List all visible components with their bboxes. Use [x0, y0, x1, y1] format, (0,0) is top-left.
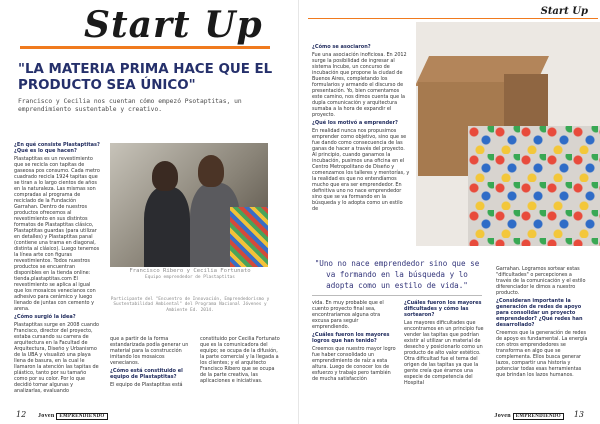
answer: En realidad nunca nos propusimos emprender como objetivo, sino que se fue dando como consecuencia de las ganas de hacer a través del proyecto. Al principio, cuando ganamos la incubación, pusimos una oficina en el Centro Metropolitano de Diseño y comenzamos los talleres y mentorías, y la realidad es que no entendíamos mucho que era ser emprendedor. En definitiva uno no nace emprendedor sino que se va formando en la búsqueda y lo adopta como un estilo de	[312, 128, 410, 212]
left-page	[0, 0, 299, 424]
right-column-1	[312, 44, 410, 214]
answer: vida. En muy probable que el cuento proyecto final sea, encontraríamos alguna otra excusa para seguir emprendiendo.	[312, 300, 384, 330]
question: ¿Consideran importante la generación de redes de apoyo para consolidar un proyecto emprendedor? ¿Qué redes han desarrollado?	[496, 298, 583, 328]
magazine-logo	[38, 413, 108, 420]
answer: Creemos que la generación de redes de apoyo es fundamental. La energía con otros emprendedores se transforma en algo que se complementa. Ellos busca generar lazos, compartir una historia y potenciar todas esas herramientas que brindan los lazos humanos.	[496, 330, 588, 378]
question: ¿Cómo surgió la idea?	[14, 314, 76, 320]
bottle-caps	[468, 126, 600, 246]
tile-sample	[230, 207, 268, 267]
question: ¿Cómo se asociaron?	[312, 44, 371, 50]
caption-names: Francisco Ribero y Cecilia Fortunato	[129, 268, 251, 274]
article-title: "LA MATERIA PRIMA HACE QUE EL PRODUCTO SEA ÚNICO"	[18, 62, 273, 93]
answer: Las mayores dificultades que encontramos en un principio fue vender las tapitas que podrían existir al utilizar un material de desecho y posicionarlo como un producto de alto valor estético. Otra dificultad fue el tema del origen de las tapitas ya que la gente creía que éramos una especie de competencia del Hospital	[404, 320, 484, 386]
question: ¿Cuáles fueron los mayores logros que han tenido?	[312, 332, 390, 344]
magazine-logo	[494, 413, 564, 420]
caption-role: Equipo emprendedor de Plastaptitas	[145, 275, 235, 280]
pull-quote: "Uno no nace emprendedor sino que se va formando en la búsqueda y lo adopta como un estilo de vida."	[314, 259, 480, 290]
answer: Plastaptitas es un revestimiento que se recicla con tapitas de gaseosa pos consumo. Cada metro cuadrado recicla 1924 tapitas que se tiran a lo largo cientos de años en la naturaleza. Las mismas son compradas al programa de reciclado de la Fundación Garrahan. Dentro de nuestros productos ofrecemos al revestimiento en sus distintos formatos de Plastaptitas clásico, Plastaptitas guardas (para utilizar en detalles) y Plastaptitas panal (contiene una trama en diagonal, distinta al clásico). Luego tenemos la línea arte con figuras revestimientos. Todos nuestros productos se encuentran disponibles en la tienda online: tienda.plastaptitas.com El revestimiento se aplica al igual que los mosaicos venecianos con adhesivo para cerámico y luego llenado de juntas con cemento y arena.	[14, 156, 100, 312]
caption-project: Participante del "Encuentro de Innovación, Emprendedorismo y Sustentabilidad Ambiental" del Programa Nacional Jóvenes y Ambiente Ed. 2014.	[110, 297, 270, 313]
right-page	[300, 0, 600, 424]
left-column-3	[200, 336, 282, 386]
answer: Creemos que nuestro mayor logro fue haber consolidado un emprendimiento de raíz a esta altura. Luego de conocer los de esfuerzo y trabajo pero también de mucha satisfacción	[312, 346, 396, 382]
left-column-1	[14, 142, 100, 396]
section-title: Start Up	[84, 4, 263, 46]
header-rule	[308, 18, 598, 19]
person-body	[144, 187, 190, 267]
answer: constituido por Cecilia Fortunato que es la comunicadora del equipo; se ocupa de la difusión, la parte comercial y la llegada a los clientes; y el arquitecto Francisco Ribero que se ocupa de la parte creativa, las aplicaciones e iniciativas.	[200, 336, 280, 384]
right-column-1b	[312, 300, 396, 384]
question: ¿Cuáles fueron los mayores dificultades y cómo las sortearon?	[404, 300, 482, 318]
founders-photo	[110, 143, 268, 267]
left-column-2	[110, 336, 190, 390]
person-head	[152, 161, 178, 191]
magazine-name: EMPRENDIENDO	[513, 413, 564, 420]
title-underline	[20, 46, 270, 49]
article-intro: Francisco y Cecilia nos cuentan cómo empezó Psotaptitas, un emprendimiento sustentable y creativo.	[18, 98, 242, 113]
answer: Fue una asociación inoficiosa. En 2012 surge la posibilidad de ingresar al sistema Incube, un concurso de incubación que propone la ciudad de Buenos Aires, completando los formularios y armando el discurso de presentación. Yo, bien comentamos este camino, nos dimos cuenta que la dupla comunicación y arquitectura sumaba a la hora de expandir el proyecto.	[312, 52, 407, 118]
answer: Garrahan. Logramos sortear estas "dificultades" o percepciones a través de la comunicación y el estilo diferenciador le dimos a nuestro producto.	[496, 266, 586, 296]
right-column-2	[404, 300, 488, 388]
answer: que a partir de la forma estandarizada podía generar un material para la construcción imitando los mosaicos venecianos.	[110, 336, 189, 366]
question: ¿En qué consiste Plastaptitas? ¿Qué es lo que hacen?	[14, 142, 100, 154]
magazine-name: EMPRENDIENDO	[56, 413, 107, 420]
person-head	[198, 155, 224, 187]
right-column-3	[496, 266, 588, 380]
magazine-prefix: Joven	[494, 413, 511, 419]
magazine-prefix: Joven	[38, 413, 55, 419]
quote-rule	[312, 295, 482, 296]
page-number: 12	[16, 410, 27, 419]
section-title-small: Start Up	[540, 6, 588, 17]
page-number: 13	[573, 410, 584, 419]
question: ¿Qué los motivó a emprender?	[312, 120, 398, 126]
answer: El equipo de Plastaptitas está	[110, 382, 183, 388]
question: ¿Cómo está constituido el equipo de Plastaptitas?	[110, 368, 183, 380]
answer: Plastaptitas surge en 2008 cuando Francisco, director del proyecto, estaba cursando su carrera de arquitectura en la Facultad de Arquitectura, Diseño y Urbanismo de la UBA y visualizó una playa llena de basura, en la cual le llamaron la atención las tapitas de plástico, tanto por su tamaño como por su color. Por lo que decidió tomar algunas y analizarlas, evaluando	[14, 322, 100, 394]
product-photo	[416, 22, 600, 246]
